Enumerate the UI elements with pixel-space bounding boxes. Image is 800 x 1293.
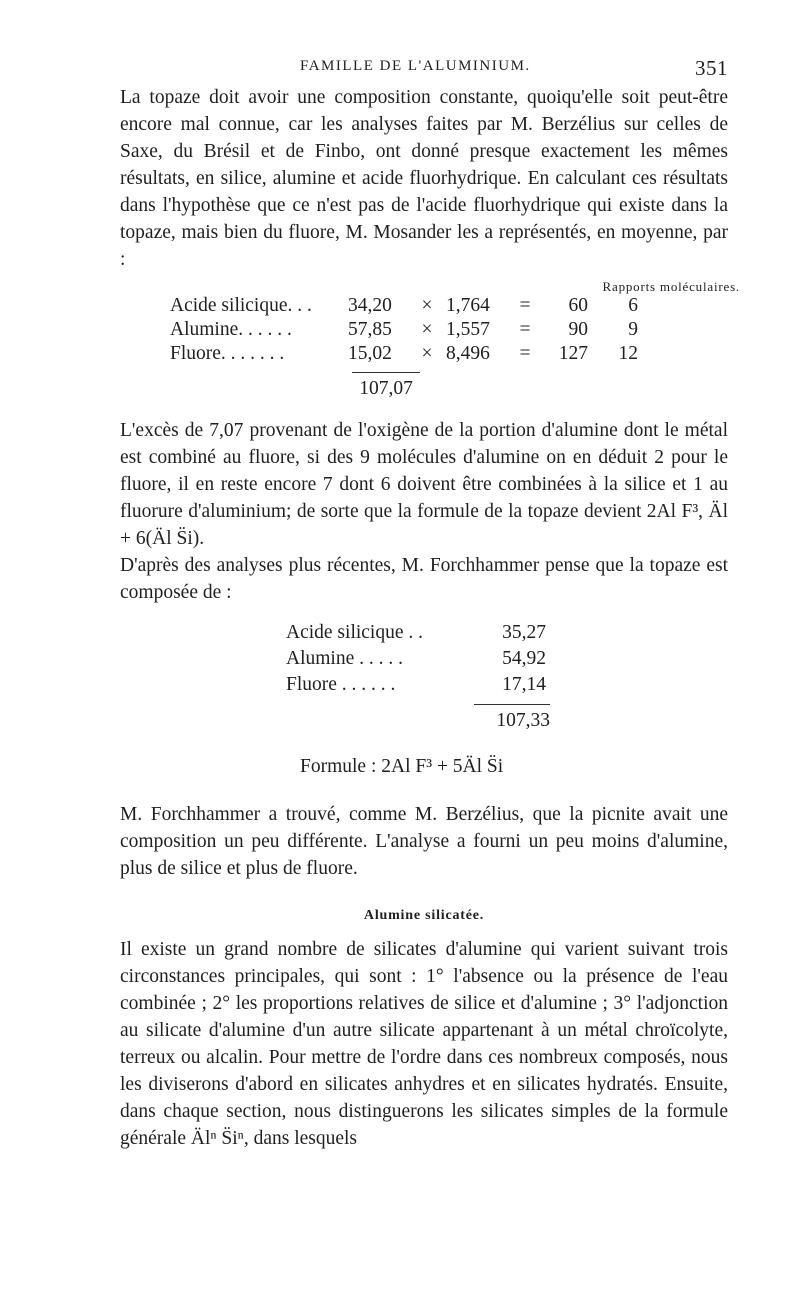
table-row xyxy=(170,318,638,342)
running-title: FAMILLE DE L'ALUMINIUM. xyxy=(300,58,531,74)
weight-value: 54,92 xyxy=(502,648,546,669)
factor-value: 1,557 xyxy=(446,319,490,340)
weight-value: 35,27 xyxy=(502,622,546,643)
table-row xyxy=(286,620,546,646)
page-number: 351 xyxy=(695,56,728,80)
reduced-ratio-value: 12 xyxy=(618,343,638,364)
multiply-sign: × xyxy=(421,319,433,340)
component-name: Fluore . . . . . . xyxy=(286,674,396,695)
table-row xyxy=(170,342,638,366)
component-name: Alumine . . . . . xyxy=(286,648,403,669)
weight-value: 34,20 xyxy=(348,295,392,316)
paragraph-topaze-composition: La topaze doit avoir une composition constante, quoiqu'elle soit peut-être encore mal connue, car les analyses faites par M. Berzélius sur celles de Saxe, du Brésil et de Finbo, ont donné presque exactement les mêmes résultats, en silice, alumine et acide fluorhydrique. En calculant ces résultats dans l'hypothèse que ce n'est pas de l'acide fluorhydrique qui existe dans la topaze, mais bien du fluore, M. Mosander les a représentés, en moyenne, par : xyxy=(120,87,728,270)
page-header xyxy=(120,58,728,84)
molecular-ratio-header: Rapports moléculaires. xyxy=(602,279,740,294)
forchhammer-formula: Formule : 2Al F³ + 5Äl S̈i xyxy=(300,756,504,777)
mosander-total: 107,07 xyxy=(352,372,420,403)
equals-sign: = xyxy=(519,343,531,364)
ratio-value: 60 xyxy=(568,295,588,316)
paragraph-excess-oxygen: L'excès de 7,07 provenant de l'oxigène de la portion d'alumine dont le métal est combiné au fluore, si des 9 molécules d'alumine on en déduit 2 pour le fluore, il en reste encore 7 dont 6 doivent être combinées à la silice et 1 au fluorure d'aluminium; de sorte que la formule de la topaze devient 2Al F³, Äl + 6(Äl S̈i). xyxy=(120,420,728,549)
multiply-sign: × xyxy=(421,295,433,316)
weight-value: 57,85 xyxy=(348,319,392,340)
reduced-ratio-value: 6 xyxy=(628,295,638,316)
document-page xyxy=(120,56,740,1152)
ratio-value: 127 xyxy=(558,343,588,364)
factor-value: 8,496 xyxy=(446,343,490,364)
forchhammer-total: 107,33 xyxy=(474,704,550,735)
factor-value: 1,764 xyxy=(446,295,490,316)
component-name: Acide silicique . . xyxy=(286,622,424,643)
table-row xyxy=(286,672,546,698)
section-title: Alumine silicatée. xyxy=(363,908,485,923)
table-row xyxy=(286,646,546,672)
multiply-sign: × xyxy=(421,343,433,364)
paragraph-picnite: M. Forchhammer a trouvé, comme M. Berzélius, que la picnite avait une composition un peu différente. L'analyse a fourni un peu moins d'alumine, plus de silice et plus de fluore. xyxy=(120,804,728,879)
equals-sign: = xyxy=(519,295,531,316)
paragraph-silicates: Il existe un grand nombre de silicates d'alumine qui varient suivant trois circonstances principales, qui sont : 1° l'absence ou la présence de l'eau combinée ; 2° les proportions relatives de silice et d'alumine ; 3° l'adjonction au silicate d'alumine d'un autre silicate appartenant à un métal chroïcolyte, terreux ou alcalin. Pour mettre de l'ordre dans ces nombreux composés, nous les diviserons d'abord en silicates anhydres et en silicates hydratés. Ensuite, dans chaque section, nous distinguerons les silicates simples de la formule générale Älⁿ S̈iⁿ, dans lesquels xyxy=(120,939,728,1149)
table-row xyxy=(170,294,638,318)
component-name: Alumine. . . . . . xyxy=(170,319,292,340)
reduced-ratio-value: 9 xyxy=(628,319,638,340)
weight-value: 15,02 xyxy=(348,343,392,364)
component-name: Acide silicique. . . xyxy=(170,295,312,316)
ratio-value: 90 xyxy=(568,319,588,340)
mosander-analysis-table xyxy=(170,294,638,366)
forchhammer-analysis-table xyxy=(286,620,546,698)
equals-sign: = xyxy=(519,319,531,340)
component-name: Fluore. . . . . . . xyxy=(170,343,285,364)
paragraph-forchhammer-intro: D'après des analyses plus récentes, M. Forchhammer pense que la topaze est composée de : xyxy=(120,555,728,603)
weight-value: 17,14 xyxy=(502,674,546,695)
